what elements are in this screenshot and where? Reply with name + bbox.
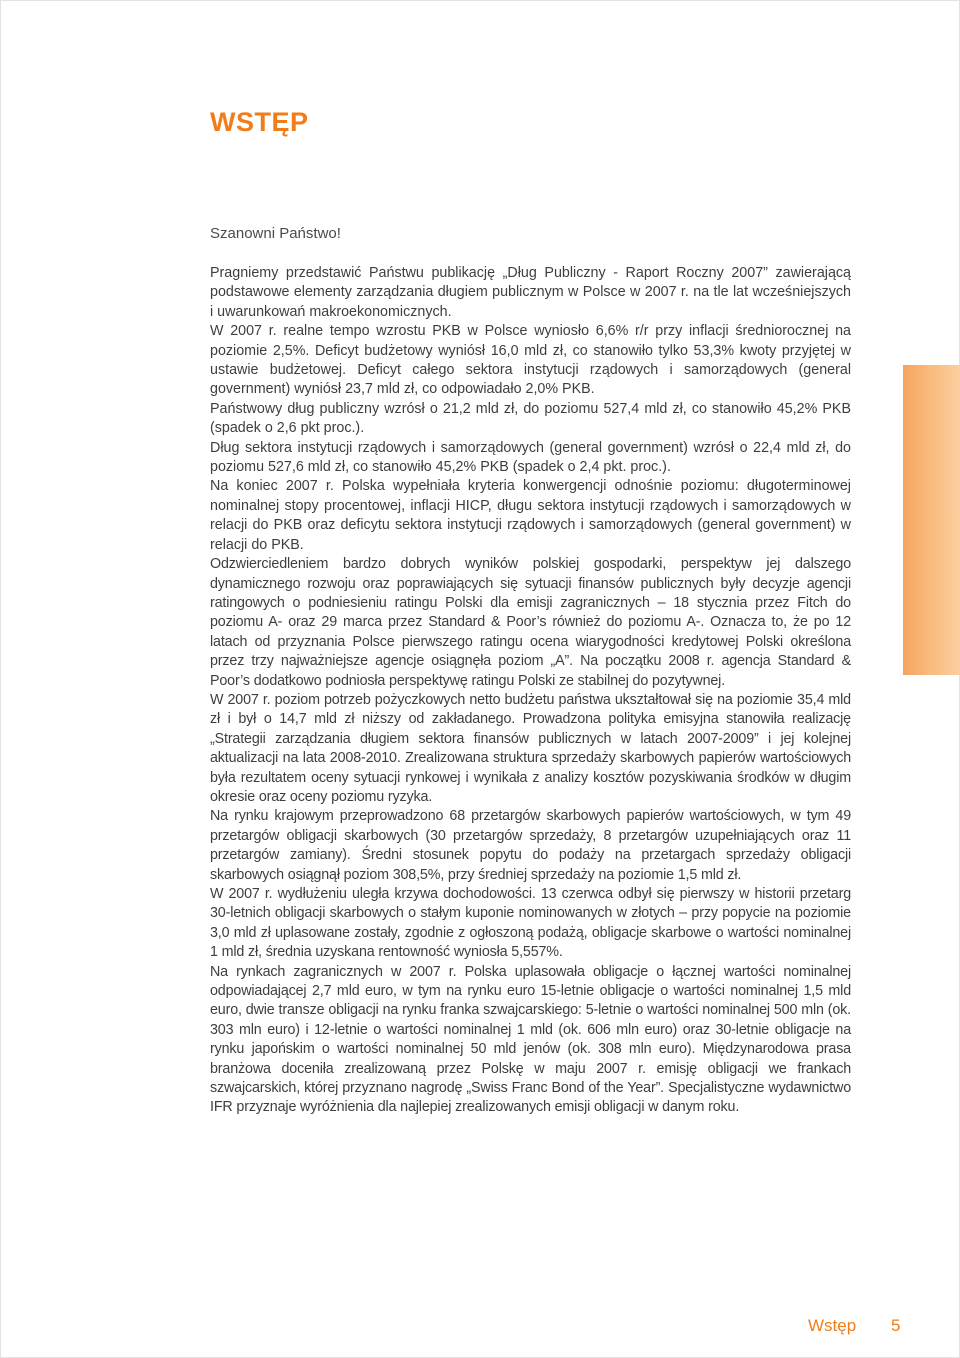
- body-text: [210, 264, 851, 1118]
- paragraph-gg-debt: Dług sektora instytucji rządowych i samorządowych (general government) wzrósł o 22,4 mld zł, do poziomu 527,6 mld zł, co stanowiło 45,2% PKB (spadek o 2,4 pkt. proc.).: [210, 439, 851, 476]
- paragraph-macro: W 2007 r. realne tempo wzrostu PKB w Polsce wyniosło 6,6% r/r przy inflacji średniorocznej na poziomie 2,5%. Deficyt budżetowy wyniósł 16,0 mld zł, co stanowiło tylko 53,3% kwoty przyjętej w ustawie budżetowej. Deficyt całego sektora instytucji rządowych i samorządowych (general government) wyniósł 23,7 mld zł, co odpowiadało 2,0% PKB.: [210, 323, 851, 398]
- paragraph-foreign-markets: Na rynkach zagranicznych w 2007 r. Polska uplasowała obligacje o łącznej wartości nominalnej odpowiadającej 2,7 mld euro, w tym na rynku euro 15-letnie obligacje o wartości nominalnej 1,5 mld euro, dwie transze obligacji na rynku franka szwajcarskiego: 5-letnie o wartości nominalnej 500 mln (ok. 303 mln euro) i 12-letnie o wartości nominalnej 1 mld (ok. 606 mln euro) oraz 30-letnie obligacje na rynku japońskim o wartości nominalnej 50 mld jenów (ok. 308 mln euro). Międzynarodowa prasa branżowa doceniła zrealizowaną przez Polskę w maju 2007 r. emisję obligacji we frankach szwajcarskich, której przyznano nagrodę „Swiss Franc Bond of the Year”. Specjalistyczne wydawnictwo IFR przyznaje wyróżnienia dla najlepiej zrealizowanych emisji obligacji w danym roku.: [210, 963, 851, 1116]
- paragraph-domestic-market: Na rynku krajowym przeprowadzono 68 przetargów skarbowych papierów wartościowych, w tym 49 przetargów obligacji skarbowych (30 przetargów sprzedaży, 8 przetargów uzupełniających oraz 11 przetargów zamiany). Średni stosunek popytu do podaży na przetargach sprzedaży obligacji skarbowych osiągnął poziom 308,5%, przy średniej sprzedaży na poziomie 1,5 mld zł.: [210, 808, 851, 883]
- paragraph-borrowing-needs: W 2007 r. poziom potrzeb pożyczkowych netto budżetu państwa ukształtował się na poziomie 35,4 mld zł i był o 14,7 mld zł niższy od zakładanego. Prowadzona polityka emisyjna stanowiła realizację „Strategii zarządzania długiem sektora finansów publicznych w latach 2007-2009” i jej kolejnej aktualizacji na lata 2008-2010. Zrealizowana struktura sprzedaży skarbowych papierów wartościowych była rezultatem oceny sytuacji rynkowej i wynikała z analizy kosztów pozyskiwania środków w długim okresie oraz oceny poziomu ryzyka.: [210, 691, 851, 805]
- page-title: WSTĘP: [210, 107, 309, 137]
- paragraph-ratings: Odzwierciedleniem bardzo dobrych wyników polskiej gospodarki, perspektyw jej dalszego dynamicznego rozwoju oraz poprawiających się sytuacji finansów publicznych były decyzje agencji ratingowych o podniesieniu ratingu Polski dla emisji zagranicznych – 18 stycznia przez Fitch do poziomu A- oraz 29 marca przez Standard & Poor’s również do poziomu A-. Oznacza to, że po 12 latach od przyznania Polsce pierwszego ratingu ocena wiarygodności kredytowej Polski określona przez trzy najważniejsze agencje osiągnęła poziom „A”. Na początku 2008 r. agencja Standard & Poor’s dodatkowo podniosła perspektywę ratingu Polski ze stabilnej do pozytywnej.: [210, 556, 851, 689]
- paragraph-yield-curve: W 2007 r. wydłużeniu uległa krzywa dochodowości. 13 czerwca odbył się pierwszy w historii przetarg 30-letnich obligacji skarbowych o stałym kuponie nominowanych w złotych – przy popycie na poziomie 3,0 mld zł uplasowane zostały, zgodnie z ogłoszoną podażą, obligacje skarbowe o wartości nominalnej 1 mld zł, średnia uzyskana rentowność wyniosła 5,557%.: [210, 886, 851, 961]
- salutation: Szanowni Państwo!: [210, 225, 341, 242]
- side-tab-marker: [903, 365, 960, 675]
- paragraph-state-debt: Państwowy dług publiczny wzrósł o 21,2 mld zł, do poziomu 527,4 mld zł, co stanowiło 45,2% PKB (spadek o 2,6 pkt proc.).: [210, 400, 851, 437]
- paragraph-convergence: Na koniec 2007 r. Polska wypełniała kryteria konwergencji odnośnie poziomu: długoterminowej nominalnej stopy procentowej, inflacji HICP, długu sektora instytucji rządowych i samorządowych w relacji do PKB oraz deficytu sektora instytucji rządowych i samorządowych (general government) w relacji do PKB.: [210, 478, 851, 553]
- paragraph-intro: Pragniemy przedstawić Państwu publikację „Dług Publiczny - Raport Roczny 2007” zawierającą podstawowe elementy zarządzania długiem publicznym w Polsce w 2007 r. na tle lat wcześniejszych i uwarunkowań makroekonomicznych.: [210, 265, 851, 320]
- footer-section-name: Wstęp: [808, 1316, 857, 1335]
- page-footer: [0, 1316, 960, 1340]
- page-number: 5: [891, 1316, 901, 1335]
